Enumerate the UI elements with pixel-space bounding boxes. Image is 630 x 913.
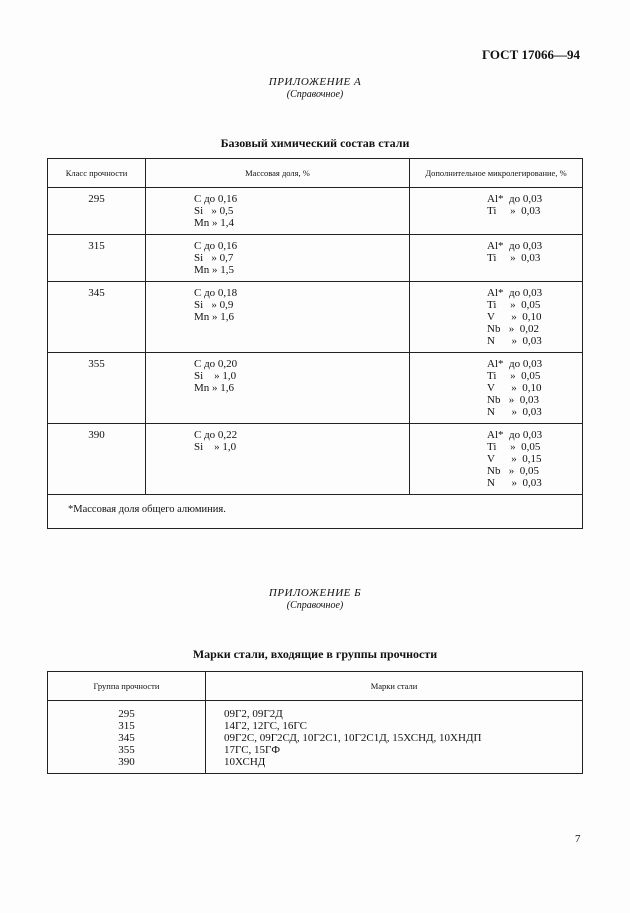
steel-grade-list: 09Г2С, 09Г2СД, 10Г2С1, 10Г2С1Д, 15ХСНД, 10ХНДП [224, 732, 482, 744]
microalloying-line: Ti » 0,03 [487, 252, 541, 264]
steel-grade-list: 10ХСНД [224, 756, 266, 768]
mass-fraction-line: С до 0,16 [194, 240, 238, 252]
strength-group: 345 [118, 732, 135, 744]
mass-fraction-line: С до 0,18 [194, 287, 238, 299]
appendix-b-note: (Справочное) [286, 600, 344, 611]
microalloying-line: Ti » 0,05 [487, 441, 541, 453]
microalloying-cell [410, 235, 583, 282]
table-row [48, 701, 583, 774]
column-header: Массовая доля, % [146, 159, 410, 188]
chemical-composition-table [47, 158, 583, 529]
strength-group: 295 [118, 708, 135, 720]
table-header-row [48, 672, 583, 701]
steel-grade-list: 17ГС, 15ГФ [224, 744, 281, 756]
steel-grades-cell [206, 701, 583, 774]
microalloying-line: V » 0,15 [487, 453, 542, 465]
footnote: *Массовая доля общего алюминия. [48, 495, 583, 529]
table-header-row [48, 159, 583, 188]
microalloying-line: Nb » 0,05 [487, 465, 539, 477]
table-a-title: Базовый химический состав стали [220, 136, 410, 150]
table-row [48, 424, 583, 495]
table-row [48, 353, 583, 424]
mass-fraction-line: Si » 1,0 [194, 441, 237, 453]
steel-grade-list: 09Г2, 09Г2Д [224, 708, 283, 720]
microalloying-line: N » 0,03 [487, 335, 542, 347]
mass-fraction-line: Si » 0,5 [194, 205, 234, 217]
strength-group: 390 [118, 756, 135, 768]
microalloying-line: Al* до 0,03 [487, 240, 543, 252]
mass-fraction-line: Мn » 1,5 [194, 264, 235, 276]
mass-fraction-line: Si » 0,7 [194, 252, 234, 264]
appendix-b-title: ПРИЛОЖЕНИЕ Б [268, 587, 362, 599]
strength-class-cell: 315 [48, 235, 146, 282]
microalloying-line: N » 0,03 [487, 477, 542, 489]
table-footnote-row [48, 495, 583, 529]
table-row [48, 282, 583, 353]
column-header: Группа прочности [48, 672, 206, 701]
appendix-a-note: (Справочное) [286, 89, 344, 100]
strength-groups-cell [48, 701, 206, 774]
mass-fraction-cell [146, 353, 410, 424]
microalloying-line: Nb » 0,02 [487, 323, 539, 335]
microalloying-line: Ti » 0,05 [487, 299, 541, 311]
microalloying-line: Al* до 0,03 [487, 193, 543, 205]
mass-fraction-cell [146, 282, 410, 353]
table-row [48, 188, 583, 235]
strength-class-cell: 390 [48, 424, 146, 495]
steel-grade-list: 14Г2, 12ГС, 16ГС [224, 720, 307, 732]
table-row [48, 235, 583, 282]
microalloying-line: Al* до 0,03 [487, 358, 543, 370]
microalloying-line: V » 0,10 [487, 382, 542, 394]
mass-fraction-cell [146, 424, 410, 495]
microalloying-cell [410, 282, 583, 353]
mass-fraction-line: С до 0,20 [194, 358, 238, 370]
strength-group: 315 [118, 720, 135, 732]
microalloying-line: Al* до 0,03 [487, 429, 543, 441]
mass-fraction-line: С до 0,16 [194, 193, 238, 205]
mass-fraction-line: Si » 1,0 [194, 370, 237, 382]
microalloying-line: Ti » 0,05 [487, 370, 541, 382]
column-header: Дополнительное микролегирование, % [410, 159, 583, 188]
column-header: Класс прочности [48, 159, 146, 188]
microalloying-cell [410, 188, 583, 235]
microalloying-line: V » 0,10 [487, 311, 542, 323]
mass-fraction-line: Мn » 1,6 [194, 311, 235, 323]
strength-group: 355 [118, 744, 135, 756]
strength-class-cell: 355 [48, 353, 146, 424]
mass-fraction-line: С до 0,22 [194, 429, 238, 441]
mass-fraction-cell [146, 188, 410, 235]
mass-fraction-line: Мn » 1,6 [194, 382, 235, 394]
microalloying-cell [410, 424, 583, 495]
column-header: Марки стали [206, 672, 583, 701]
strength-class-cell: 345 [48, 282, 146, 353]
page-number: 7 [575, 833, 581, 845]
steel-grades-table [47, 671, 583, 774]
microalloying-cell [410, 353, 583, 424]
standard-designation: ГОСТ 17066—94 [481, 47, 580, 62]
microalloying-line: Al* до 0,03 [487, 287, 543, 299]
appendix-a-title: ПРИЛОЖЕНИЕ А [268, 76, 362, 88]
mass-fraction-cell [146, 235, 410, 282]
table-b-title: Марки стали, входящие в группы прочности [192, 647, 438, 661]
microalloying-line: Ti » 0,03 [487, 205, 541, 217]
strength-class-cell: 295 [48, 188, 146, 235]
mass-fraction-line: Мn » 1,4 [194, 217, 235, 229]
mass-fraction-line: Si » 0,9 [194, 299, 234, 311]
microalloying-line: Nb » 0,03 [487, 394, 539, 406]
microalloying-line: N » 0,03 [487, 406, 542, 418]
